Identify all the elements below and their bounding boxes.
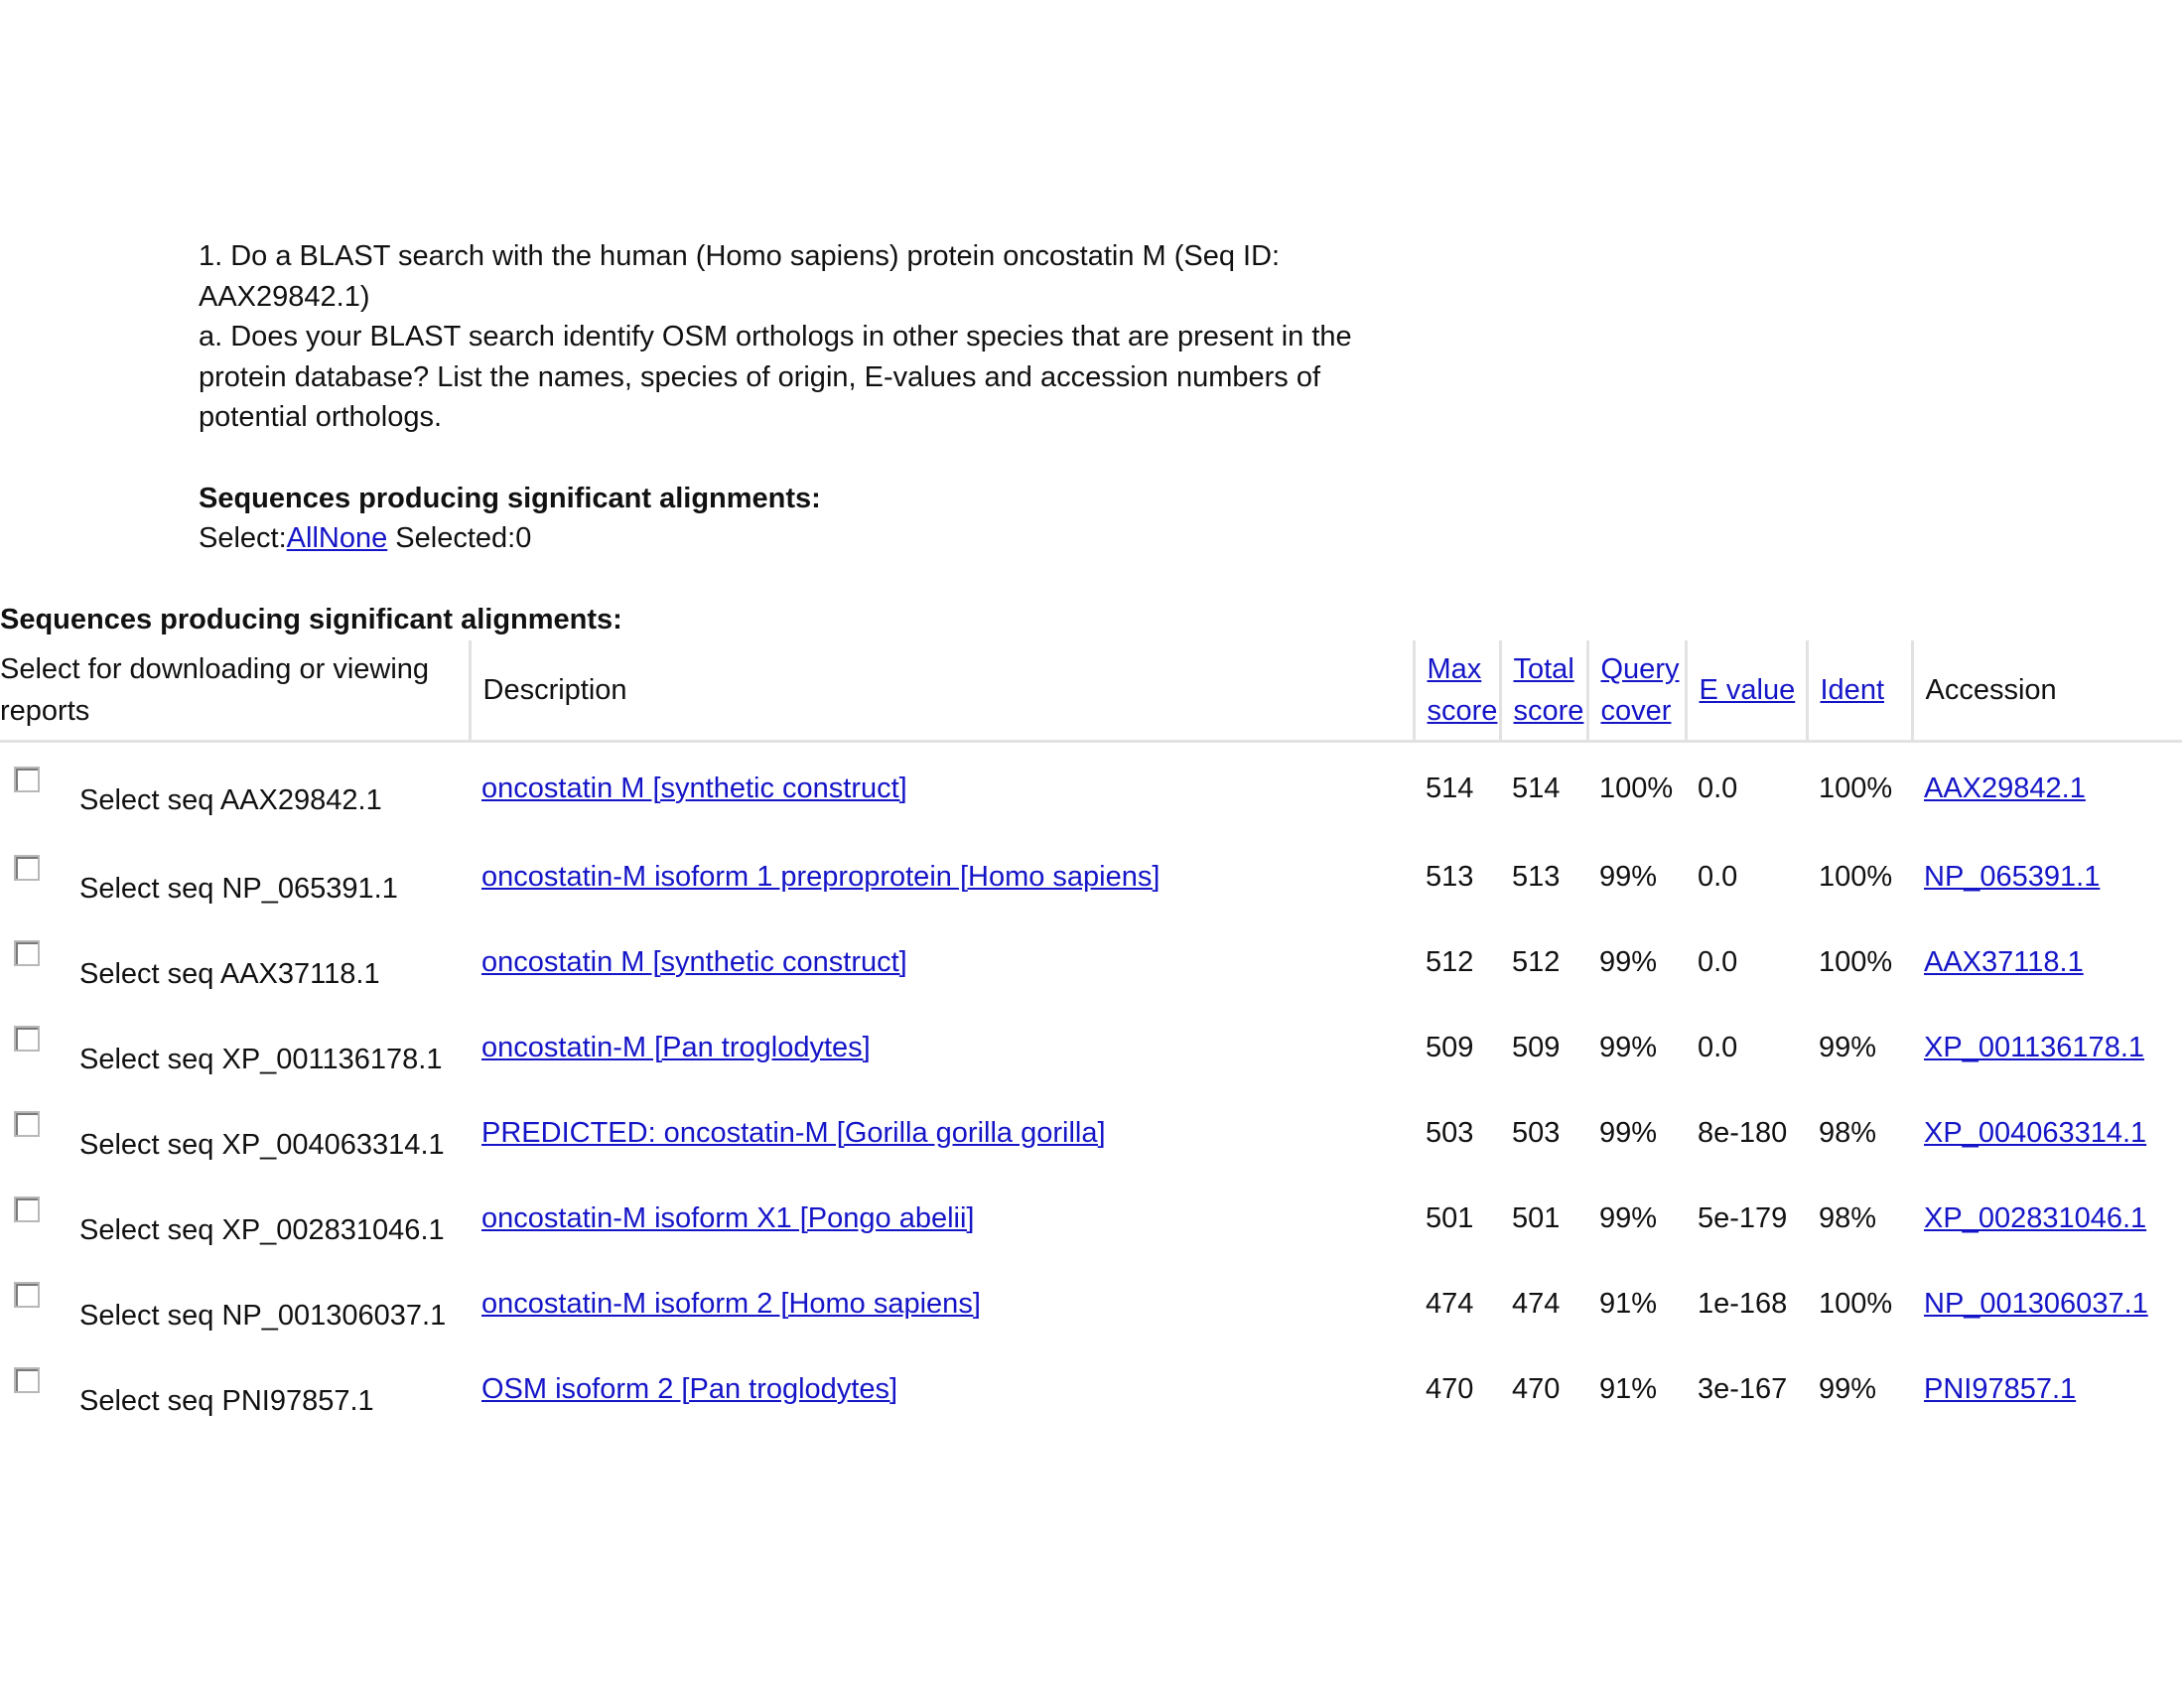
column-header-e-value[interactable] bbox=[1686, 640, 1807, 742]
accession-link[interactable]: PNI97857.1 bbox=[1924, 1372, 2077, 1405]
row-checkbox[interactable] bbox=[14, 940, 40, 966]
query-cover-cell: 99% bbox=[1599, 1116, 1658, 1149]
column-header-select: Select for downloading or viewing reports bbox=[0, 640, 470, 742]
row-checkbox[interactable] bbox=[14, 1367, 40, 1393]
e-value-cell: 5e-179 bbox=[1698, 1201, 1788, 1234]
ident-cell: 100% bbox=[1819, 860, 1893, 893]
total-score-cell: 509 bbox=[1512, 1031, 1561, 1063]
accession-cell bbox=[1912, 1176, 2182, 1261]
summary-heading: Sequences producing significant alignments: bbox=[199, 483, 821, 514]
ident-cell: 98% bbox=[1819, 1201, 1877, 1234]
query-cover-cell: 99% bbox=[1599, 945, 1658, 978]
total-score-sort-link[interactable]: Total score bbox=[1513, 653, 1584, 727]
max-score-cell: 503 bbox=[1426, 1116, 1474, 1149]
max-score-cell: 512 bbox=[1426, 945, 1474, 978]
row-checkbox[interactable] bbox=[14, 1196, 40, 1222]
select-all-none-link[interactable]: AllNone bbox=[286, 522, 388, 554]
row-checkbox[interactable] bbox=[14, 1111, 40, 1137]
table-row bbox=[0, 1090, 2182, 1176]
accession-cell bbox=[1912, 834, 2182, 919]
accession-cell bbox=[1912, 1090, 2182, 1176]
ident-sort-link[interactable]: Ident bbox=[1820, 674, 1884, 706]
accession-link[interactable]: NP_065391.1 bbox=[1924, 860, 2101, 893]
select-cell bbox=[0, 742, 470, 835]
column-header-max-score[interactable] bbox=[1414, 640, 1500, 742]
accession-cell bbox=[1912, 1346, 2182, 1432]
query-cover-sort-link[interactable]: Query cover bbox=[1600, 653, 1680, 727]
select-seq-label: Select seq AAX29842.1 bbox=[79, 783, 382, 816]
select-cell bbox=[0, 834, 470, 919]
ident-cell: 100% bbox=[1819, 1287, 1893, 1320]
table-row bbox=[0, 742, 2182, 835]
accession-cell bbox=[1912, 919, 2182, 1005]
question-line-2: a. Does your BLAST search identify OSM orthologs in other species that are present in the protein database? List the names, species of origin, E-values and accession numbers of potential orthologs. bbox=[199, 321, 1352, 433]
column-header-accession: Accession bbox=[1912, 640, 2182, 742]
accession-cell bbox=[1912, 1005, 2182, 1090]
table-row bbox=[0, 834, 2182, 919]
total-score-cell: 513 bbox=[1512, 860, 1561, 893]
table-row bbox=[0, 1005, 2182, 1090]
table-row bbox=[0, 1176, 2182, 1261]
select-seq-label: Select seq XP_004063314.1 bbox=[79, 1128, 445, 1161]
ident-cell: 100% bbox=[1819, 772, 1893, 804]
query-cover-cell: 100% bbox=[1599, 772, 1674, 804]
table-row bbox=[0, 1346, 2182, 1432]
max-score-cell: 474 bbox=[1426, 1287, 1474, 1320]
ident-cell: 99% bbox=[1819, 1372, 1877, 1405]
description-cell bbox=[470, 834, 1414, 919]
description-cell bbox=[470, 919, 1414, 1005]
results-table-wrap bbox=[0, 640, 2182, 1432]
max-score-cell: 501 bbox=[1426, 1201, 1474, 1234]
description-link[interactable]: oncostatin-M isoform 2 [Homo sapiens] bbox=[481, 1287, 981, 1320]
select-seq-label: Select seq NP_001306037.1 bbox=[79, 1299, 447, 1332]
description-cell bbox=[470, 1176, 1414, 1261]
total-score-cell: 514 bbox=[1512, 772, 1561, 804]
total-score-cell: 512 bbox=[1512, 945, 1561, 978]
e-value-cell: 0.0 bbox=[1698, 945, 1738, 978]
select-prefix: Select: bbox=[199, 522, 287, 554]
e-value-sort-link[interactable]: E value bbox=[1699, 674, 1796, 706]
select-seq-label: Select seq AAX37118.1 bbox=[79, 957, 380, 990]
select-cell bbox=[0, 1176, 470, 1261]
ident-cell: 98% bbox=[1819, 1116, 1877, 1149]
question-line-1: 1. Do a BLAST search with the human (Homo sapiens) protein oncostatin M (Seq ID: AAX29842.1) bbox=[199, 240, 1281, 313]
total-score-cell: 470 bbox=[1512, 1372, 1561, 1405]
description-cell bbox=[470, 1346, 1414, 1432]
row-checkbox[interactable] bbox=[14, 1026, 40, 1052]
select-seq-label: Select seq NP_065391.1 bbox=[79, 872, 398, 905]
total-score-cell: 501 bbox=[1512, 1201, 1561, 1234]
selected-count: Selected:0 bbox=[395, 522, 532, 554]
select-cell bbox=[0, 1090, 470, 1176]
accession-link[interactable]: XP_001136178.1 bbox=[1924, 1031, 2145, 1063]
ident-cell: 100% bbox=[1819, 945, 1893, 978]
accession-link[interactable]: NP_001306037.1 bbox=[1924, 1287, 2148, 1320]
max-score-cell: 470 bbox=[1426, 1372, 1474, 1405]
description-link[interactable]: oncostatin-M [Pan troglodytes] bbox=[481, 1031, 871, 1063]
description-link[interactable]: PREDICTED: oncostatin-M [Gorilla gorilla gorilla] bbox=[481, 1116, 1106, 1149]
max-score-cell: 509 bbox=[1426, 1031, 1474, 1063]
row-checkbox[interactable] bbox=[14, 855, 40, 881]
results-table bbox=[0, 640, 2182, 1432]
ident-cell: 99% bbox=[1819, 1031, 1877, 1063]
select-cell bbox=[0, 919, 470, 1005]
accession-link[interactable]: XP_002831046.1 bbox=[1924, 1201, 2147, 1234]
e-value-cell: 0.0 bbox=[1698, 1031, 1738, 1063]
max-score-sort-link[interactable]: Max score bbox=[1427, 653, 1498, 727]
description-link[interactable]: OSM isoform 2 [Pan troglodytes] bbox=[481, 1372, 898, 1405]
select-cell bbox=[0, 1261, 470, 1346]
column-header-ident[interactable] bbox=[1807, 640, 1912, 742]
description-link[interactable]: oncostatin-M isoform X1 [Pongo abelii] bbox=[481, 1201, 975, 1234]
row-checkbox[interactable] bbox=[14, 1282, 40, 1308]
select-cell bbox=[0, 1005, 470, 1090]
description-cell bbox=[470, 742, 1414, 835]
query-cover-cell: 99% bbox=[1599, 1031, 1658, 1063]
column-header-query-cover[interactable] bbox=[1587, 640, 1686, 742]
query-cover-cell: 99% bbox=[1599, 860, 1658, 893]
total-score-cell: 503 bbox=[1512, 1116, 1561, 1149]
accession-link[interactable]: XP_004063314.1 bbox=[1924, 1116, 2147, 1149]
e-value-cell: 3e-167 bbox=[1698, 1372, 1788, 1405]
select-seq-label: Select seq PNI97857.1 bbox=[79, 1384, 374, 1417]
results-heading: Sequences producing significant alignments: bbox=[0, 604, 622, 635]
column-header-description: Description bbox=[470, 640, 1414, 742]
accession-cell bbox=[1912, 742, 2182, 835]
row-checkbox[interactable] bbox=[14, 767, 40, 792]
description-link[interactable]: oncostatin M [synthetic construct] bbox=[481, 772, 907, 804]
query-cover-cell: 91% bbox=[1599, 1372, 1658, 1405]
accession-cell bbox=[1912, 1261, 2182, 1346]
select-controls bbox=[199, 518, 531, 558]
accession-link[interactable]: AAX29842.1 bbox=[1924, 772, 2086, 804]
description-link[interactable]: oncostatin-M isoform 1 preproprotein [Homo sapiens] bbox=[481, 860, 1160, 893]
table-row bbox=[0, 919, 2182, 1005]
max-score-cell: 513 bbox=[1426, 860, 1474, 893]
select-seq-label: Select seq XP_001136178.1 bbox=[79, 1043, 443, 1075]
e-value-cell: 0.0 bbox=[1698, 772, 1738, 804]
e-value-cell: 1e-168 bbox=[1698, 1287, 1788, 1320]
e-value-cell: 8e-180 bbox=[1698, 1116, 1788, 1149]
description-cell bbox=[470, 1261, 1414, 1346]
description-cell bbox=[470, 1005, 1414, 1090]
e-value-cell: 0.0 bbox=[1698, 860, 1738, 893]
max-score-cell: 514 bbox=[1426, 772, 1474, 804]
query-cover-cell: 91% bbox=[1599, 1287, 1658, 1320]
accession-link[interactable]: AAX37118.1 bbox=[1924, 945, 2084, 978]
description-link[interactable]: oncostatin M [synthetic construct] bbox=[481, 945, 907, 978]
table-row bbox=[0, 1261, 2182, 1346]
select-cell bbox=[0, 1346, 470, 1432]
description-cell bbox=[470, 1090, 1414, 1176]
column-header-total-score[interactable] bbox=[1500, 640, 1587, 742]
results-header-row bbox=[0, 640, 2182, 742]
question-block bbox=[199, 236, 1370, 438]
total-score-cell: 474 bbox=[1512, 1287, 1561, 1320]
select-seq-label: Select seq XP_002831046.1 bbox=[79, 1213, 445, 1246]
query-cover-cell: 99% bbox=[1599, 1201, 1658, 1234]
